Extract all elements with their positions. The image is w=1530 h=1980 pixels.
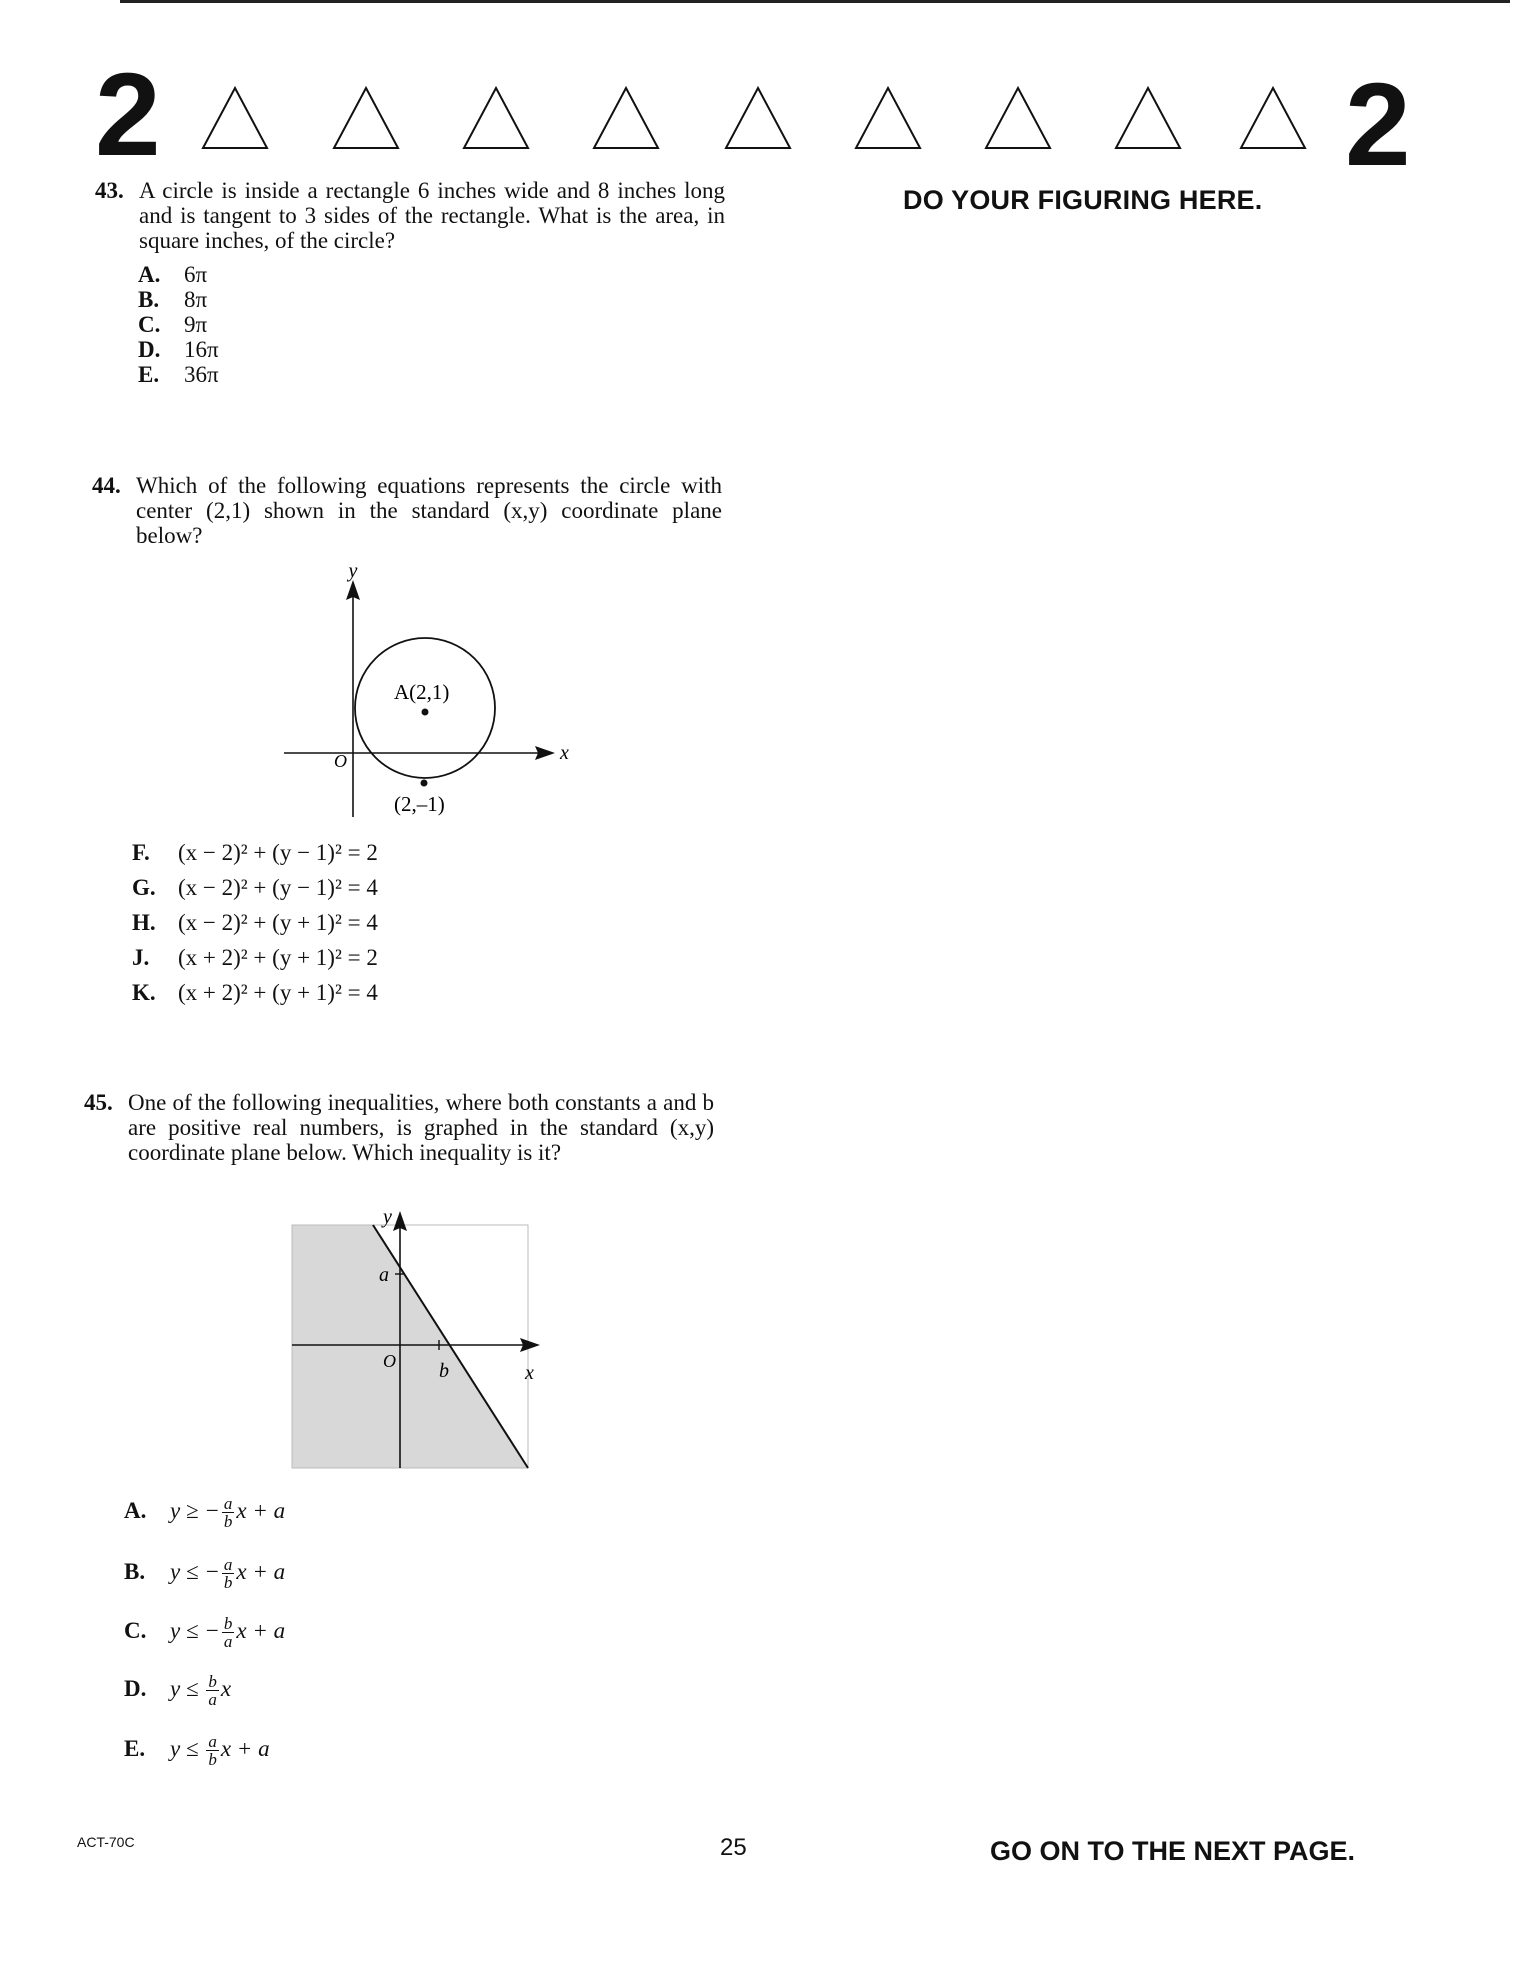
choice-rhs: x + a [236,1617,286,1643]
fraction-denominator: b [223,1512,233,1531]
choice-43-d[interactable] [138,337,219,362]
choice-fraction [222,1556,235,1591]
center-point [422,709,429,716]
choice-lhs: y ≤ [170,1735,205,1761]
question-number: 44. [92,473,121,498]
choice-44-f[interactable] [132,840,378,865]
choice-label: E. [124,1735,146,1761]
center-label: A(2,1) [394,680,450,704]
origin-label: O [334,751,347,771]
choice-fraction [206,1733,219,1768]
y-axis-arrow-icon [393,1211,407,1231]
fraction-numerator: b [223,1614,233,1633]
choice-45-e[interactable] [124,1733,270,1768]
triangle-icon-4 [591,85,661,151]
circle-shape [355,638,495,778]
question-stem: Which of the following equations represents the circle with center (2,1) shown in the standard (x,y) coordinate plane below? [136,473,722,548]
y-axis-label: y [383,1206,392,1228]
choice-43-c[interactable] [138,312,207,337]
x-axis-label: x [560,742,569,764]
y-intercept-label: a [379,1264,389,1286]
choice-text: (x − 2)² + (y − 1)² = 4 [178,875,378,900]
next-page-instruction: GO ON TO THE NEXT PAGE. [990,1836,1356,1866]
choice-fraction [222,1495,235,1530]
section-number-right: 2 [1345,59,1411,191]
point-label: (2,–1) [394,792,445,816]
choice-rhs: x [220,1675,232,1701]
x-axis-label: x [525,1362,534,1384]
choice-44-g[interactable] [132,875,378,900]
choice-text: 9π [184,312,208,337]
choice-45-b[interactable] [124,1556,285,1591]
choice-fraction [206,1673,219,1708]
choice-lhs: y ≤ − [170,1558,220,1584]
fraction-denominator: b [208,1750,217,1769]
choice-45-c[interactable] [124,1615,285,1650]
choice-rhs: x + a [236,1497,286,1523]
question-number: 43. [95,178,124,203]
question-number: 45. [84,1090,113,1115]
question-44 [92,473,722,548]
choice-label: D. [138,337,161,362]
section-number-left: 2 [95,49,161,181]
question-stem: One of the following inequalities, where both constants a and b are positive real numbers, is graphed in the standard (x,y) coordinate plane below. Which inequality is it? [128,1090,714,1165]
choice-text: (x − 2)² + (y + 1)² = 4 [178,910,378,935]
choice-45-d[interactable] [124,1673,231,1708]
choice-text: 6π [184,262,208,287]
fraction-numerator: a [208,1732,217,1751]
question-45 [84,1090,714,1165]
fraction-denominator: b [223,1573,233,1592]
x-axis-arrow-icon [535,746,555,760]
choice-label: C. [138,312,161,337]
choice-text: 8π [184,287,208,312]
x-intercept-label: b [439,1360,449,1382]
choice-text: 16π [184,337,219,362]
choice-label: C. [124,1617,147,1643]
tangent-point [421,780,428,787]
y-axis-arrow-icon [346,580,360,600]
fraction-numerator: a [223,1494,233,1513]
choice-45-a[interactable] [124,1495,285,1530]
question-stem: A circle is inside a rectangle 6 inches wide and 8 inches long and is tangent to 3 sides of the rectangle. What is the area, in square inches, of the circle? [139,178,725,253]
x-axis-arrow-icon [520,1338,540,1352]
choice-label: J. [132,945,150,970]
triangle-icon-2 [331,85,401,151]
triangle-icon-1 [200,85,270,151]
figuring-label: DO YOUR FIGURING HERE. [903,185,1263,215]
triangle-icon-5 [723,85,793,151]
question-43 [95,178,725,253]
shaded-region [292,1225,528,1468]
choice-44-k[interactable] [132,980,378,1005]
top-rule [120,0,1510,3]
choice-label: B. [124,1558,146,1584]
triangle-icon-3 [461,85,531,151]
fraction-numerator: a [223,1555,233,1574]
fraction-denominator: a [208,1690,217,1709]
inequality-graph-figure [285,1205,545,1475]
choice-label: E. [138,362,160,387]
choice-label: B. [138,287,160,312]
triangle-icon-8 [1113,85,1183,151]
y-axis-label: y [348,560,358,582]
choice-43-a[interactable] [138,262,207,287]
fraction-denominator: a [223,1632,233,1651]
choice-44-h[interactable] [132,910,378,935]
fraction-numerator: b [208,1672,217,1691]
choice-label: A. [124,1497,147,1523]
choice-43-b[interactable] [138,287,207,312]
choice-lhs: y ≤ − [170,1617,220,1643]
choice-text: (x − 2)² + (y − 1)² = 2 [178,840,378,865]
choice-lhs: y ≤ [170,1675,205,1701]
choice-text: (x + 2)² + (y + 1)² = 4 [178,980,378,1005]
form-code: ACT-70C [77,1834,135,1850]
choice-label: F. [132,840,150,865]
triangle-icon-6 [853,85,923,151]
choice-rhs: x + a [236,1558,286,1584]
choice-text: 36π [184,362,219,387]
choice-label: G. [132,875,156,900]
triangle-icon-7 [983,85,1053,151]
choice-label: D. [124,1675,147,1701]
choice-rhs: x + a [220,1735,270,1761]
choice-label: A. [138,262,161,287]
circle-graph-figure [270,555,580,825]
choice-label: H. [132,910,156,935]
page-number: 25 [720,1834,747,1861]
choice-label: K. [132,980,156,1005]
triangle-icon-9 [1238,85,1308,151]
choice-44-j[interactable] [132,945,378,970]
origin-label: O [383,1351,396,1371]
choice-fraction [222,1615,235,1650]
choice-43-e[interactable] [138,362,219,387]
choice-lhs: y ≥ − [170,1497,220,1523]
choice-text: (x + 2)² + (y + 1)² = 2 [178,945,378,970]
